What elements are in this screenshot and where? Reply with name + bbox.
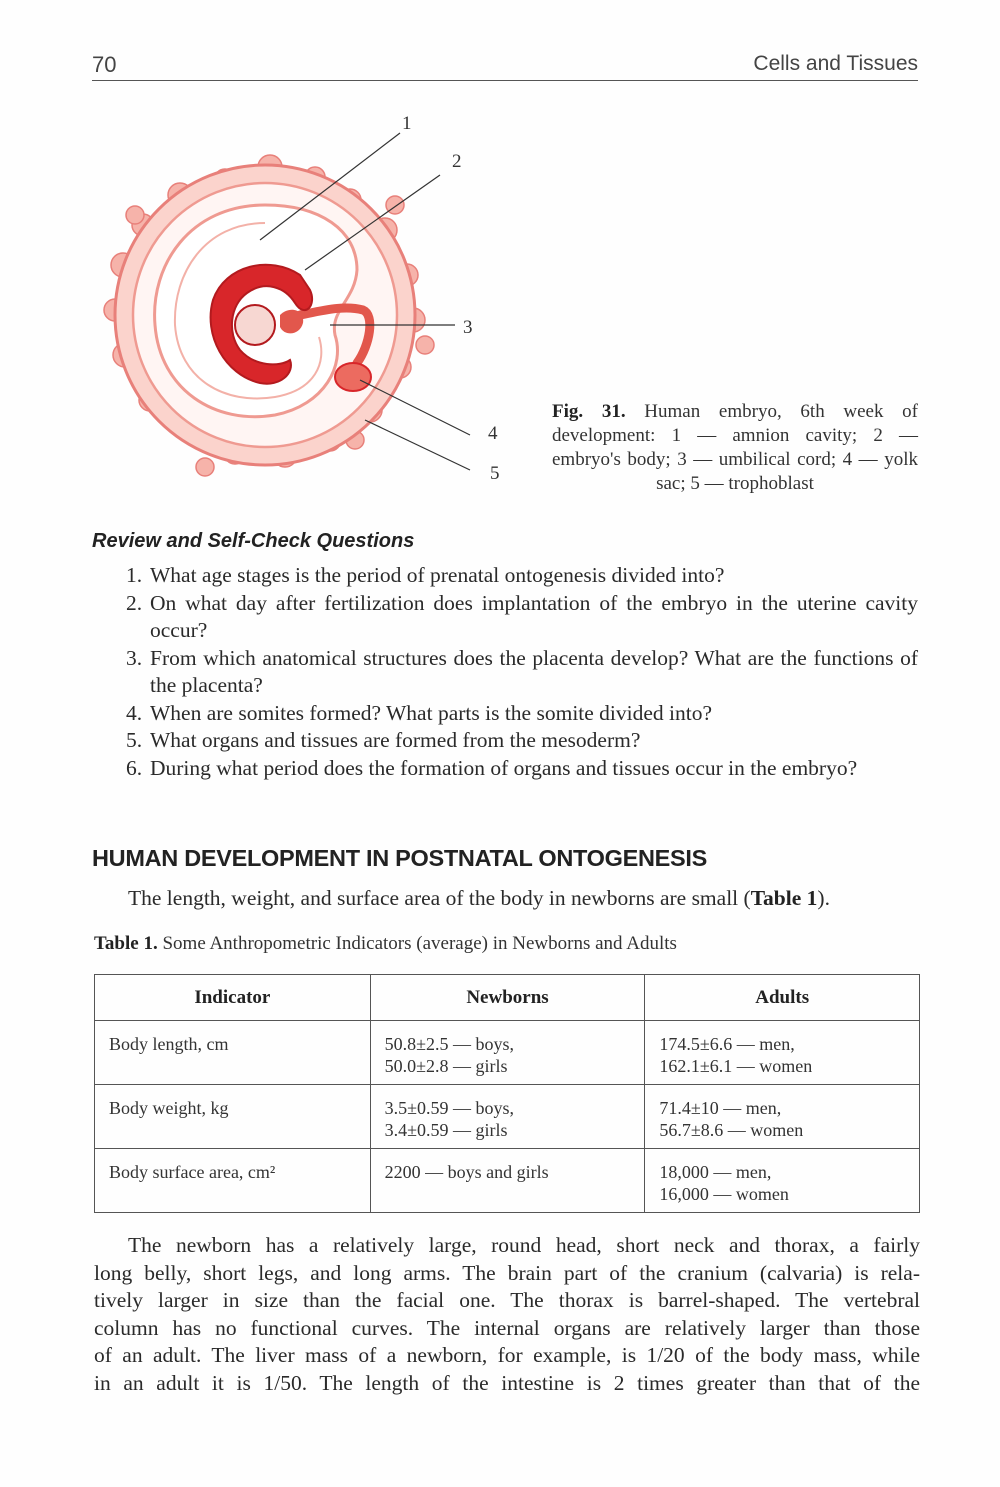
question-text: From which anatomical structures does the placenta develop? What are the functions of the placenta? [150,645,918,697]
section-heading: HUMAN DEVELOPMENT IN POSTNATAL ONTOGENESIS [92,845,707,871]
adults-cell [645,1149,920,1213]
table-row [95,1085,920,1149]
column-header-newborns: Newborns [370,975,645,1021]
figure-caption-label: Fig. 31. [552,401,626,422]
cell-line: 174.5±6.6 — men, [659,1034,795,1054]
intro-end: ). [817,886,830,910]
cell-line: 3.5±0.59 — boys, [384,1098,515,1118]
body-line: of an adult. The liver mass of a newborn, for example, is 1/20 of the body mass, while [94,1343,920,1367]
figure-label-2: 2 [452,151,462,172]
table-caption-label: Table 1. [94,933,158,954]
body-paragraph [94,1232,920,1397]
question-number: 1. [126,563,143,587]
question-text: What organs and tissues are formed from the mesoderm? [150,728,641,752]
body-line: long belly, short legs, and long arms. The brain part of the cranium (calvaria) is rela- [94,1260,920,1285]
table-reference: Table 1 [750,886,818,910]
review-question [126,645,918,700]
figure-label-3: 3 [463,317,473,338]
question-number: 5. [126,728,143,752]
body-line: The newborn has a relatively large, round head, short neck and thorax, a fairly [128,1233,920,1257]
table-row [95,1021,920,1085]
page-header [92,50,918,81]
table-row [95,1149,920,1213]
intro-text: The length, weight, and surface area of the body in newborns are small ( [128,886,751,910]
running-head: Cells and Tissues [753,52,918,75]
column-header-adults: Adults [645,975,920,1021]
question-text: When are somites formed? What parts is the somite divided into? [150,700,713,725]
figure-caption [552,400,918,496]
column-header-indicator: Indicator [95,975,371,1021]
newborns-cell [370,1021,645,1085]
review-question-list [126,562,918,782]
review-heading: Review and Self-Check Questions [92,530,415,552]
body-line: in an adult it is 1/50. The length of the intestine is 2 times greater than that of the [94,1370,920,1395]
yolk-sac [335,363,371,391]
indicator-cell: Body weight, kg [95,1085,371,1149]
cell-line: 16,000 — women [659,1184,789,1204]
embryo-figure [95,105,525,505]
figure-label-1: 1 [402,113,412,134]
embryo-illustration [95,105,525,505]
question-number: 2. [126,590,143,615]
embryo-head [235,305,275,345]
question-text: During what period does the formation of organs and tissues occur in the embryo? [150,755,858,780]
review-question [126,700,918,728]
cell-line: 18,000 — men, [659,1162,772,1182]
indicator-cell: Body surface area, cm² [95,1149,371,1213]
cell-line: 50.8±2.5 — boys, [384,1034,515,1054]
question-text: What age stages is the period of prenatal ontogenesis divided into? [150,563,725,587]
figure-caption-text: Human embryo, 6th week of development: 1 — amnion cavity; 2 — embryo's body; 3 — umbilical cord; 4 — yolk sac; 5 — trophoblast [552,401,919,494]
cell-line: 56.7±8.6 — women [659,1120,804,1140]
cell-line: 162.1±6.1 — women [659,1056,813,1076]
page-number: 70 [92,52,117,77]
cell-line: 50.0±2.8 — girls [384,1056,508,1076]
body-line: column has no functional curves. The internal organs are relatively larger than those [94,1315,920,1340]
review-question [126,562,918,590]
table-caption-text: Some Anthropometric Indicators (average) in Newborns and Adults [162,933,677,954]
question-number: 6. [126,755,143,780]
cell-line: 2200 — boys and girls [384,1162,549,1182]
table-header-row [95,975,920,1021]
question-number: 4. [126,700,143,725]
figure-label-4: 4 [488,423,498,444]
review-question [126,590,918,645]
review-question [126,727,918,755]
cell-line: 3.4±0.59 — girls [384,1120,508,1140]
cell-line: 71.4±10 — men, [659,1098,782,1118]
newborns-cell [370,1149,645,1213]
question-text: On what day after fertilization does implantation of the embryo in the uterine cavity occur? [150,590,918,642]
newborns-cell [370,1085,645,1149]
table-caption [94,933,677,955]
review-question [126,755,918,783]
body-line: tively larger in size than the facial one. The thorax is barrel-shaped. The vertebral [94,1288,920,1312]
question-number: 3. [126,645,143,670]
anthropometric-table [94,974,920,1213]
intro-paragraph [128,886,830,911]
adults-cell [645,1021,920,1085]
figure-label-5: 5 [490,463,500,484]
adults-cell [645,1085,920,1149]
indicator-cell: Body length, cm [95,1021,371,1085]
